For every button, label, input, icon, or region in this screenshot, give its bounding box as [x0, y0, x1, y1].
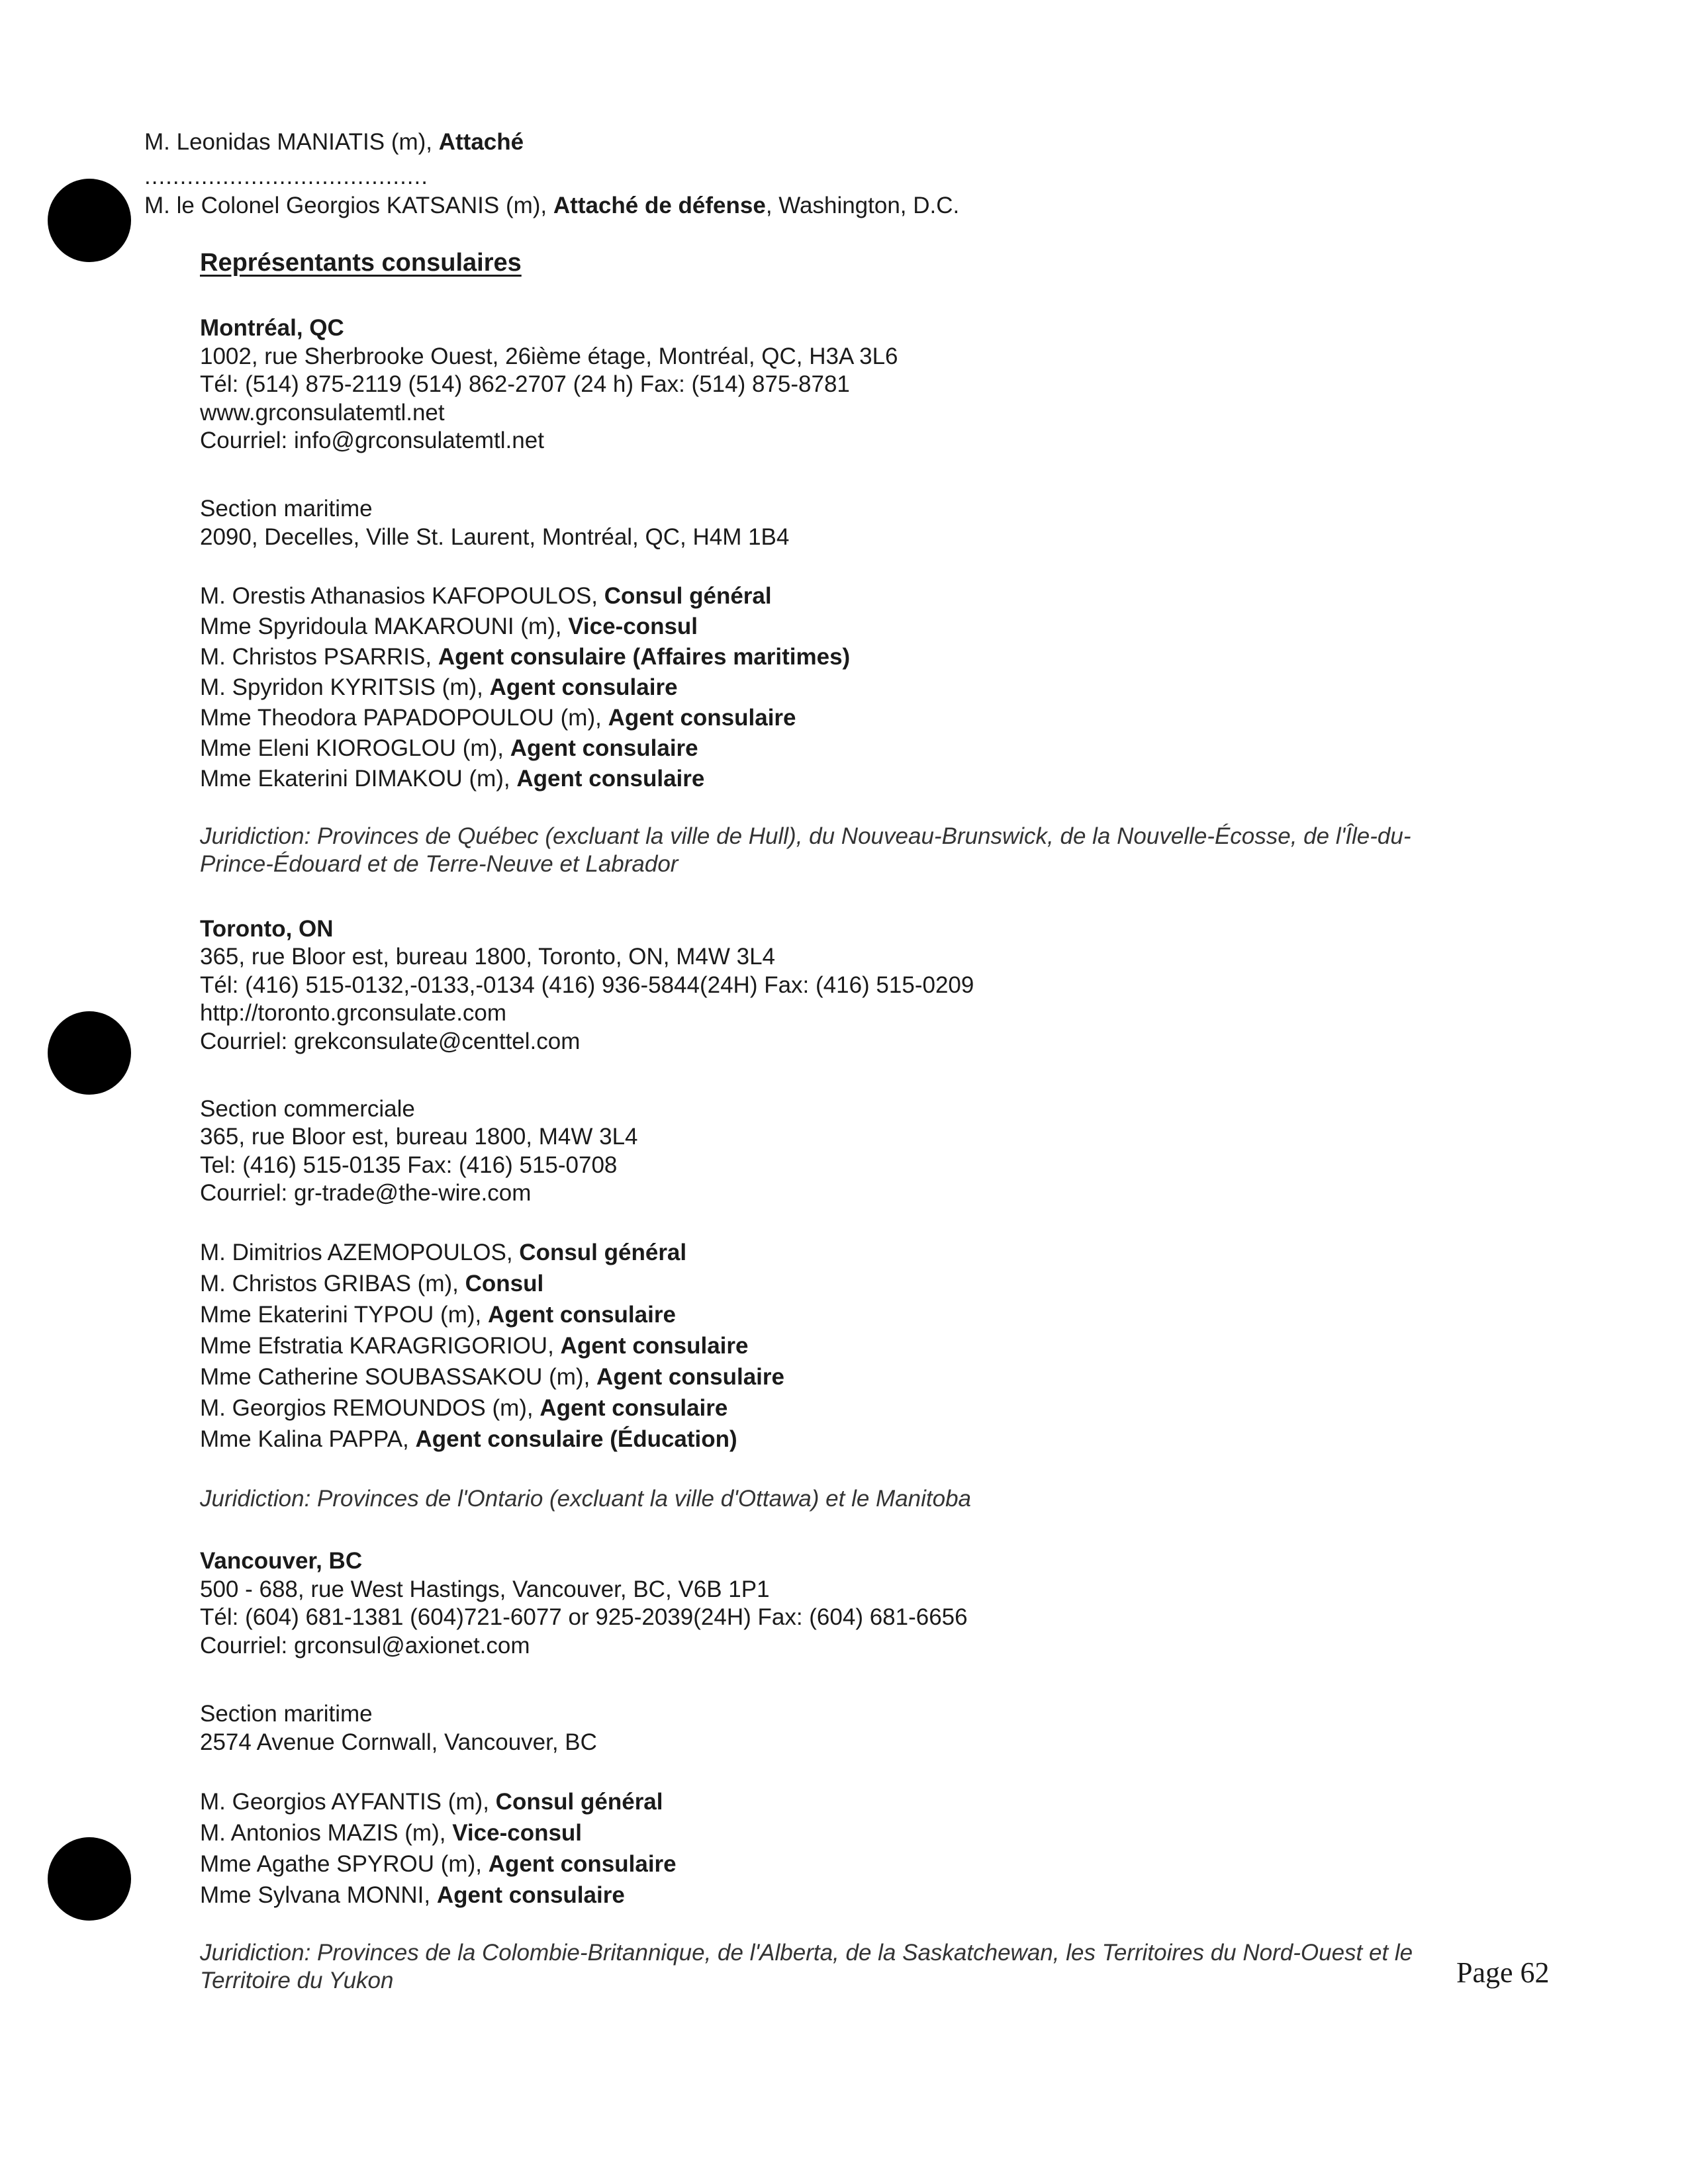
staff-row — [200, 1301, 676, 1329]
entry-maniatis — [144, 128, 524, 156]
staff-title: Agent consulaire — [596, 1364, 784, 1390]
toronto-email: Courriel: grekconsulate@centtel.com — [200, 1028, 581, 1054]
staff-name: Mme Theodora PAPADOPOULOU (m), — [200, 705, 602, 731]
staff-row — [200, 1270, 543, 1298]
staff-title: Agent consulaire — [510, 735, 698, 761]
vancouver-phone: Tél: (604) 681-1381 (604)721-6077 or 925-2039(24H) Fax: (604) 681-6656 — [200, 1604, 968, 1630]
staff-title: Consul général — [519, 1240, 687, 1265]
punch-hole-bottom — [48, 1837, 131, 1921]
staff-row — [200, 582, 772, 610]
staff-title: Consul général — [495, 1789, 663, 1815]
punch-hole-top — [48, 179, 131, 262]
staff-title: Vice-consul — [568, 614, 698, 639]
staff-title: Agent consulaire — [539, 1395, 728, 1421]
montreal-jurisdiction-line1: Juridiction: Provinces de Québec (excluant la ville de Hull), du Nouveau-Brunswick, de la Nouvelle-Écosse, de l'Île-du- — [200, 823, 1411, 849]
staff-row — [200, 765, 704, 793]
entry-name: M. Leonidas MANIATIS (m), — [144, 129, 433, 155]
vancouver-jurisdiction-line1: Juridiction: Provinces de la Colombie-Britannique, de l'Alberta, de la Saskatchewan, les Territoires du Nord-Ouest et le — [200, 1940, 1413, 1966]
toronto-website: http://toronto.grconsulate.com — [200, 1000, 507, 1026]
staff-title: Consul — [465, 1271, 544, 1297]
staff-name: Mme Eleni KIOROGLOU (m), — [200, 735, 504, 761]
montreal-email: Courriel: info@grconsulatemtl.net — [200, 428, 544, 453]
staff-name: M. Orestis Athanasios KAFOPOULOS, — [200, 583, 598, 609]
staff-name: Mme Sylvana MONNI, — [200, 1882, 431, 1908]
staff-name: M. Christos PSARRIS, — [200, 644, 432, 670]
staff-row — [200, 643, 850, 671]
staff-name: M. Spyridon KYRITSIS (m), — [200, 674, 483, 700]
montreal-address: 1002, rue Sherbrooke Ouest, 26ième étage, Montréal, QC, H3A 3L6 — [200, 343, 898, 369]
entry-name: M. le Colonel Georgios KATSANIS (m), — [144, 193, 547, 218]
staff-name: M. Georgios REMOUNDOS (m), — [200, 1395, 534, 1421]
page-number: Page 62 — [1456, 1956, 1550, 1989]
entry-title: Attaché de défense — [553, 193, 766, 218]
staff-row — [200, 704, 796, 732]
dotted-separator: ........................................ — [144, 163, 428, 189]
staff-row — [200, 1788, 663, 1816]
staff-name: Mme Efstratia KARAGRIGORIOU, — [200, 1333, 554, 1359]
staff-row — [200, 1426, 737, 1453]
toronto-commercial-label: Section commerciale — [200, 1096, 415, 1122]
vancouver-jurisdiction-line2: Territoire du Yukon — [200, 1968, 394, 1993]
staff-title: Agent consulaire — [560, 1333, 749, 1359]
montreal-maritime-address: 2090, Decelles, Ville St. Laurent, Montréal, QC, H4M 1B4 — [200, 524, 790, 550]
toronto-phone: Tél: (416) 515-0132,-0133,-0134 (416) 936-5844(24H) Fax: (416) 515-0209 — [200, 972, 974, 998]
toronto-commercial-address: 365, rue Bloor est, bureau 1800, M4W 3L4 — [200, 1124, 638, 1150]
staff-name: Mme Agathe SPYROU (m), — [200, 1851, 482, 1877]
montreal-jurisdiction-line2: Prince-Édouard et de Terre-Neuve et Labrador — [200, 851, 679, 877]
toronto-commercial-phone: Tel: (416) 515-0135 Fax: (416) 515-0708 — [200, 1152, 618, 1178]
staff-name: Mme Ekaterini DIMAKOU (m), — [200, 766, 510, 792]
vancouver-email: Courriel: grconsul@axionet.com — [200, 1633, 530, 1659]
staff-row — [200, 674, 678, 702]
staff-title: Agent consulaire — [487, 1302, 676, 1328]
staff-name: M. Antonios MAZIS (m), — [200, 1820, 446, 1846]
staff-title: Agent consulaire — [489, 674, 678, 700]
punch-hole-middle — [48, 1011, 131, 1095]
staff-row — [200, 1394, 727, 1422]
staff-title: Agent consulaire — [488, 1851, 677, 1877]
toronto-address: 365, rue Bloor est, bureau 1800, Toronto, ON, M4W 3L4 — [200, 944, 776, 970]
staff-name: M. Dimitrios AZEMOPOULOS, — [200, 1240, 513, 1265]
staff-title: Consul général — [604, 583, 772, 609]
staff-row — [200, 613, 698, 641]
montreal-phone: Tél: (514) 875-2119 (514) 862-2707 (24 h) Fax: (514) 875-8781 — [200, 371, 850, 397]
staff-name: Mme Spyridoula MAKAROUNI (m), — [200, 614, 562, 639]
staff-row — [200, 1332, 749, 1360]
staff-row — [200, 735, 698, 762]
toronto-commercial-email: Courriel: gr-trade@the-wire.com — [200, 1180, 532, 1206]
city-heading-toronto: Toronto, ON — [200, 916, 334, 942]
staff-title: Agent consulaire — [516, 766, 705, 792]
staff-title: Agent consulaire (Éducation) — [415, 1426, 737, 1452]
toronto-jurisdiction: Juridiction: Provinces de l'Ontario (excluant la ville d'Ottawa) et le Manitoba — [200, 1486, 972, 1512]
city-heading-vancouver: Vancouver, BC — [200, 1548, 363, 1574]
staff-row — [200, 1819, 582, 1847]
staff-row — [200, 1850, 677, 1878]
vancouver-address: 500 - 688, rue West Hastings, Vancouver, BC, V6B 1P1 — [200, 1576, 770, 1602]
staff-row — [200, 1239, 686, 1267]
staff-title: Vice-consul — [452, 1820, 583, 1846]
staff-name: Mme Catherine SOUBASSAKOU (m), — [200, 1364, 590, 1390]
staff-title: Agent consulaire — [436, 1882, 625, 1908]
section-heading: Représentants consulaires — [200, 249, 522, 277]
staff-name: M. Christos GRIBAS (m), — [200, 1271, 459, 1297]
montreal-website: www.grconsulatemtl.net — [200, 400, 445, 426]
vancouver-maritime-address: 2574 Avenue Cornwall, Vancouver, BC — [200, 1729, 597, 1755]
montreal-maritime-label: Section maritime — [200, 496, 373, 522]
staff-name: M. Georgios AYFANTIS (m), — [200, 1789, 489, 1815]
vancouver-maritime-label: Section maritime — [200, 1701, 373, 1727]
staff-title: Agent consulaire — [608, 705, 796, 731]
staff-row — [200, 1882, 625, 1909]
entry-katsanis — [144, 192, 959, 220]
staff-row — [200, 1363, 784, 1391]
staff-name: Mme Ekaterini TYPOU (m), — [200, 1302, 482, 1328]
entry-suffix: , Washington, D.C. — [765, 193, 960, 218]
entry-title: Attaché — [438, 129, 524, 155]
city-heading-montreal: Montréal, QC — [200, 315, 344, 341]
staff-title: Agent consulaire (Affaires maritimes) — [438, 644, 851, 670]
staff-name: Mme Kalina PAPPA, — [200, 1426, 409, 1452]
